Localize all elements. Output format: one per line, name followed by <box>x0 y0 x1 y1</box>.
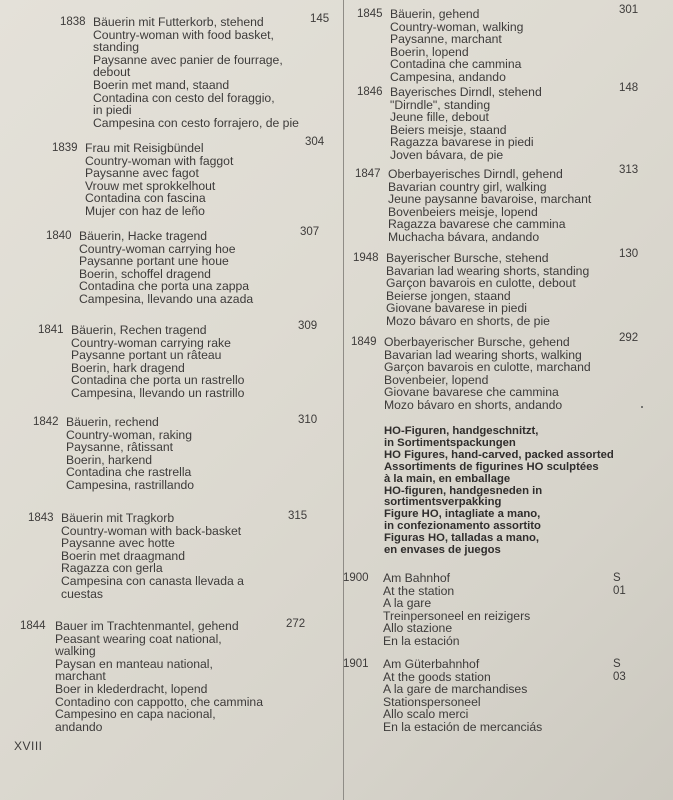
item-number: 1839 <box>52 142 78 154</box>
entry-line: Ragazza bavarese in piedi <box>390 135 534 150</box>
entry-line: Country-woman carrying rake <box>71 335 231 350</box>
heading-line: HO Figures, hand-carved, packed assorted <box>384 448 614 461</box>
item-code: 130 <box>619 248 639 260</box>
heading-line: HO-Figuren, handgeschnitzt, <box>384 425 539 437</box>
entry-line: Am Bahnhof <box>383 571 451 585</box>
entry-line: Contadina con fascina <box>85 191 206 206</box>
entry-line: cuestas <box>61 586 104 601</box>
entry-line: Beierse jongen, staand <box>386 288 511 303</box>
entry-line: Contadina che porta un rastrello <box>71 373 245 388</box>
entry-line: Campesina, andando <box>390 69 506 84</box>
heading-line: en envases de juegos <box>384 544 501 557</box>
entry-line: Paysanne avec panier de fourrage, <box>93 52 283 67</box>
entry-line: "Dirndle", standing <box>390 97 491 112</box>
heading-line: à la main, en emballage <box>384 472 511 485</box>
entry-line: Boerin, hark dragend <box>71 360 185 375</box>
entry-line: Boerin, lopend <box>390 44 469 59</box>
entry-line: Garçon bavarois en culotte, debout <box>386 276 576 291</box>
heading-line: in Sortimentspackungen <box>384 436 516 449</box>
entry-line: Paysanne avec fagot <box>85 166 199 181</box>
entry-line: Paysanne portant un râteau <box>71 348 222 363</box>
entry-line: Bauer im Trachtenmantel, gehend <box>55 619 239 633</box>
entry-line: Giovane bavarese in piedi <box>386 301 527 316</box>
entry-line: Mozo bávaro en shorts, de pie <box>386 313 550 328</box>
entry-line: Boerin met mand, staand <box>93 77 230 92</box>
item-number: 1849 <box>351 336 377 348</box>
heading-line: Assortiments de figurines HO sculptées <box>384 460 599 473</box>
heading-line: HO-figuren, handgesneden in <box>384 484 543 497</box>
item-code: S 01 <box>613 572 626 597</box>
entry-line: Ragazza bavarese che cammina <box>388 217 566 232</box>
entry-line: Joven bávara, de pie <box>390 147 504 162</box>
item-number: 1842 <box>33 416 59 428</box>
item-code: 315 <box>288 510 308 522</box>
item-number: 1948 <box>353 252 379 264</box>
entry-line: Boerin, harkend <box>66 452 153 467</box>
entry-line: Oberbayerisches Dirndl, gehend <box>388 167 563 181</box>
entry-line: andando <box>55 719 103 734</box>
entry-line: At the goods station <box>383 669 491 684</box>
entry-line: En la estación de mercanciás <box>383 719 543 734</box>
item-number: 1846 <box>357 86 383 98</box>
item-code: 272 <box>286 618 306 630</box>
entry-line: Bayerisches Dirndl, stehend <box>390 85 542 99</box>
entry-line: standing <box>93 40 140 55</box>
entry-line: debout <box>93 65 131 80</box>
item-code: 310 <box>298 414 318 426</box>
item-number: 1838 <box>60 16 86 28</box>
stray-dot <box>641 406 643 408</box>
entry-line: Bavarian lad wearing shorts, walking <box>384 347 582 362</box>
entry-line: Muchacha bávara, andando <box>388 229 540 244</box>
page-number: XVIII <box>14 739 43 753</box>
item-code: 145 <box>310 13 330 25</box>
heading-line: sortimentsverpakking <box>384 496 502 509</box>
entry-line: Mujer con haz de leño <box>85 203 205 218</box>
entry-line: A la gare <box>383 596 432 611</box>
entry-line: Allo stazione <box>383 621 453 636</box>
entry-line: Beiers meisje, staand <box>390 122 507 137</box>
item-number: 1844 <box>20 620 46 632</box>
entry-line: Contadina che rastrella <box>66 465 192 480</box>
column-divider <box>343 0 344 800</box>
item-code: S 03 <box>613 658 626 683</box>
entry-line: Stationspersoneel <box>383 694 481 709</box>
entry-line: Boerin, schoffel dragend <box>79 266 211 281</box>
entry-line: Garçon bavarois en culotte, marchand <box>384 360 591 375</box>
item-code: 309 <box>298 320 318 332</box>
entry-line: Campesina, rastrillando <box>66 477 195 492</box>
entry-line: in piedi <box>93 103 132 118</box>
heading-line: in confezionamento assortito <box>384 520 541 533</box>
item-number: 1847 <box>355 168 381 180</box>
entry-line: Bayerischer Bursche, stehend <box>386 251 549 265</box>
heading-line: Figure HO, intagliate a mano, <box>384 508 541 521</box>
entry-line: Paysanne avec hotte <box>61 536 175 551</box>
ho-figures-heading <box>384 426 614 557</box>
item-number: 1840 <box>46 230 72 242</box>
entry-line: Bovenbeiers meisje, lopend <box>388 204 538 219</box>
entry-line: Campesina con canasta llevada a <box>61 573 244 588</box>
item-code: 148 <box>619 82 639 94</box>
heading-line: Figuras HO, talladas a mano, <box>384 532 540 545</box>
entry-line: Bavarian lad wearing shorts, standing <box>386 263 590 278</box>
entry-line: Paysan en manteau national, <box>55 656 213 671</box>
entry-line: Mozo bávaro en shorts, andando <box>384 397 563 412</box>
item-number: 1901 <box>343 658 369 670</box>
entry-line: marchant <box>55 669 106 684</box>
entry-line: Country-woman with food basket, <box>93 27 274 42</box>
entry-line: Paysanne portant une houe <box>79 254 229 269</box>
item-code: 301 <box>619 4 639 16</box>
entry-line: Country-woman with back-basket <box>61 523 242 538</box>
entry-line: Campesina con cesto forrajero, de pie <box>93 115 299 130</box>
entry-line: Bäuerin mit Tragkorb <box>61 511 175 525</box>
entry-line: Campesina, llevando un rastrillo <box>71 385 245 400</box>
entry-line: Boerin met draagmand <box>61 548 185 563</box>
entry-line: walking <box>55 644 96 659</box>
entry-line: Treinpersoneel en reizigers <box>383 608 531 623</box>
entry-line: Country-woman with faggot <box>85 153 234 168</box>
entry-line: Campesino en capa nacional, <box>55 707 216 722</box>
item-code: 292 <box>619 332 639 344</box>
entry-line: Bäuerin, rechend <box>66 415 159 429</box>
entry-line: Ragazza con gerla <box>61 561 163 576</box>
entry-line: Paysanne, râtissant <box>66 440 174 455</box>
entry-line: Contadina che porta una zappa <box>79 279 250 294</box>
item-number: 1841 <box>38 324 64 336</box>
entry-line: Bovenbeier, lopend <box>384 372 489 387</box>
entry-line: Contadina con cesto del foraggio, <box>93 90 275 105</box>
entry-line: At the station <box>383 583 455 598</box>
item-code: 307 <box>300 226 320 238</box>
item-code: 304 <box>305 136 325 148</box>
entry-line: Paysanne, marchant <box>390 32 502 47</box>
item-code: 313 <box>619 164 639 176</box>
item-number: 1900 <box>343 572 369 584</box>
entry-line: Bäuerin, Hacke tragend <box>79 229 208 243</box>
entry-line: Contadina che cammina <box>390 57 522 72</box>
entry-line: Am Güterbahnhof <box>383 657 480 671</box>
item-number: 1845 <box>357 8 383 20</box>
entry-line: Country-woman carrying hoe <box>79 241 236 256</box>
item-number: 1843 <box>28 512 54 524</box>
entry-line: En la estación <box>383 633 460 648</box>
entry-line: Oberbayerischer Bursche, gehend <box>384 335 570 349</box>
entry-line: Campesina, llevando una azada <box>79 291 254 306</box>
entry-line: Country-woman, raking <box>66 427 192 442</box>
entry-line: Bäuerin, Rechen tragend <box>71 323 207 337</box>
entry-line: A la gare de marchandises <box>383 682 528 697</box>
entry-line: Allo scalo merci <box>383 707 469 722</box>
entry-line: Bäuerin mit Futterkorb, stehend <box>93 15 264 29</box>
entry-line: Jeune fille, debout <box>390 110 489 125</box>
entry-line: Contadino con cappotto, che cammina <box>55 694 263 709</box>
entry-line: Country-woman, walking <box>390 19 524 34</box>
entry-line: Peasant wearing coat national, <box>55 631 222 646</box>
entry-line: Giovane bavarese che cammina <box>384 385 559 400</box>
entry-line: Frau mit Reisigbündel <box>85 141 204 155</box>
entry-line: Bavarian country girl, walking <box>388 179 547 194</box>
entry-line: Jeune paysanne bavaroise, marchant <box>388 192 592 207</box>
entry-line: Vrouw met sprokkelhout <box>85 178 216 193</box>
entry-line: Boer in klederdracht, lopend <box>55 681 208 696</box>
entry-line: Bäuerin, gehend <box>390 7 480 21</box>
